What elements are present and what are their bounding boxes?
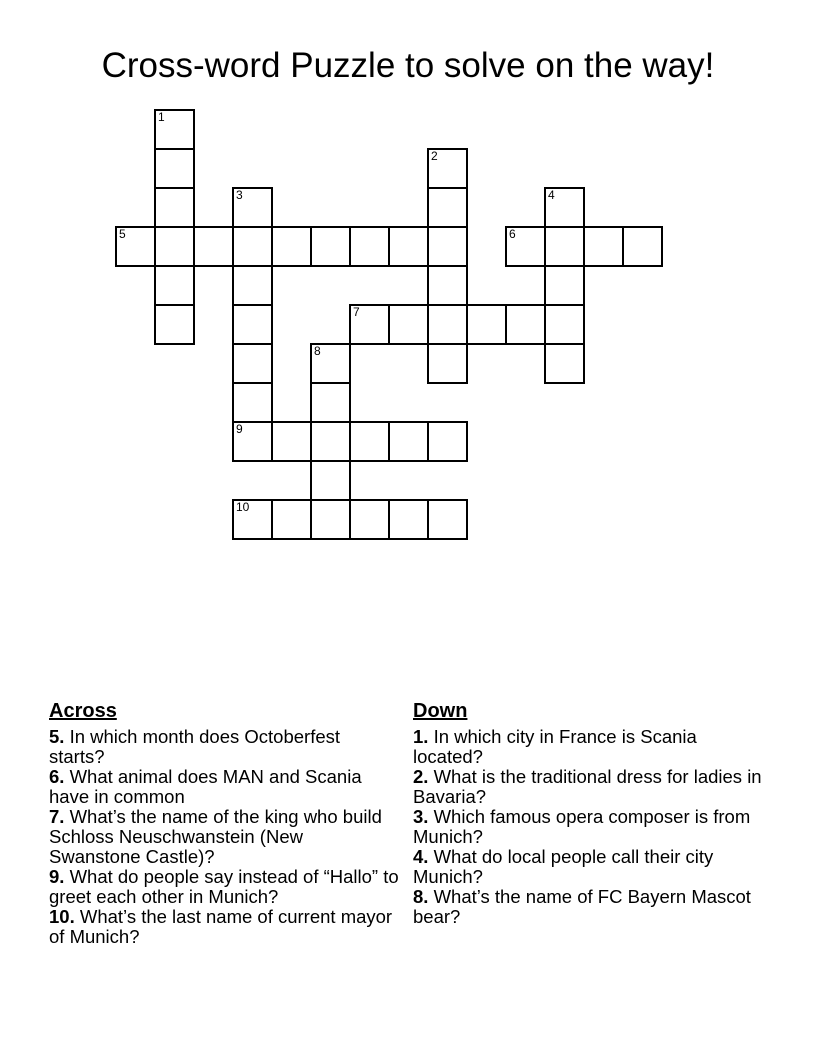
cell-number: 7 <box>353 305 360 319</box>
cell-number: 4 <box>548 188 555 202</box>
across-clues-section <box>49 700 399 947</box>
grid-cell[interactable] <box>622 226 663 267</box>
across-clue-list <box>49 727 399 947</box>
grid-cell[interactable] <box>544 304 585 345</box>
clue-number: 10. <box>49 906 75 927</box>
grid-cell[interactable] <box>388 304 429 345</box>
clue-number: 9. <box>49 866 65 887</box>
grid-cell[interactable] <box>310 499 351 540</box>
clue-item: 1. In which city in France is Scania located? <box>413 726 697 767</box>
grid-cell[interactable] <box>193 226 234 267</box>
grid-cell-2[interactable] <box>427 148 468 189</box>
clue-item: 7. What’s the name of the king who build Schloss Neuschwanstein (New Swanstone Castle)? <box>49 806 382 867</box>
grid-cell[interactable] <box>544 343 585 384</box>
clue-item: 10. What’s the last name of current mayor of Munich? <box>49 906 393 947</box>
across-heading: Across <box>49 700 117 722</box>
grid-cell-1[interactable] <box>154 109 195 150</box>
grid-cell-8[interactable] <box>310 343 351 384</box>
clue-number: 2. <box>413 766 429 787</box>
clue-item: 2. What is the traditional dress for ladies in Bavaria? <box>413 766 762 807</box>
clue-item: 6. What animal does MAN and Scania have in common <box>49 766 362 807</box>
grid-cell[interactable] <box>427 226 468 267</box>
grid-cell-6[interactable] <box>505 226 546 267</box>
grid-cell[interactable] <box>427 343 468 384</box>
clue-item: 5. In which month does Octoberfest starts? <box>49 726 341 767</box>
grid-cell[interactable] <box>232 304 273 345</box>
clue-item: 3. Which famous opera composer is from Munich? <box>413 806 751 847</box>
grid-cell[interactable] <box>154 304 195 345</box>
grid-cell[interactable] <box>349 421 390 462</box>
grid-cell-4[interactable] <box>544 187 585 228</box>
down-clues-section <box>413 700 765 927</box>
clue-number: 6. <box>49 766 65 787</box>
cell-number: 8 <box>314 344 321 358</box>
grid-cell[interactable] <box>154 187 195 228</box>
grid-cell[interactable] <box>232 382 273 423</box>
grid-cell[interactable] <box>505 304 546 345</box>
grid-cell-3[interactable] <box>232 187 273 228</box>
cell-number: 5 <box>119 227 126 241</box>
grid-cell[interactable] <box>427 304 468 345</box>
clue-item: 9. What do people say instead of “Hallo” to greet each other in Munich? <box>49 866 399 907</box>
grid-cell[interactable] <box>427 499 468 540</box>
grid-cell[interactable] <box>310 226 351 267</box>
grid-cell[interactable] <box>154 148 195 189</box>
grid-cell[interactable] <box>310 460 351 501</box>
grid-cell[interactable] <box>232 343 273 384</box>
cell-number: 2 <box>431 149 438 163</box>
page-title: Cross-word Puzzle to solve on the way! <box>101 46 715 85</box>
cell-number: 9 <box>236 422 243 436</box>
grid-cell[interactable] <box>427 187 468 228</box>
grid-cell[interactable] <box>388 499 429 540</box>
down-heading: Down <box>413 700 468 722</box>
grid-cell[interactable] <box>427 421 468 462</box>
down-clue-list <box>413 727 765 927</box>
grid-cell[interactable] <box>271 421 312 462</box>
grid-cell[interactable] <box>583 226 624 267</box>
grid-cell[interactable] <box>271 499 312 540</box>
grid-cell[interactable] <box>466 304 507 345</box>
grid-cell-7[interactable] <box>349 304 390 345</box>
grid-cell[interactable] <box>154 226 195 267</box>
grid-cell[interactable] <box>154 265 195 306</box>
grid-cell[interactable] <box>388 421 429 462</box>
grid-cell-5[interactable] <box>115 226 156 267</box>
clue-number: 3. <box>413 806 429 827</box>
clue-number: 1. <box>413 726 429 747</box>
grid-cell[interactable] <box>349 499 390 540</box>
grid-cell[interactable] <box>349 226 390 267</box>
cell-number: 1 <box>158 110 165 124</box>
cell-number: 10 <box>236 500 250 514</box>
clue-number: 7. <box>49 806 65 827</box>
grid-cell[interactable] <box>271 226 312 267</box>
cell-number: 6 <box>509 227 516 241</box>
grid-cell[interactable] <box>310 382 351 423</box>
grid-cell[interactable] <box>544 226 585 267</box>
grid-cell-10[interactable] <box>232 499 273 540</box>
grid-cell[interactable] <box>544 265 585 306</box>
grid-cell[interactable] <box>427 265 468 306</box>
grid-cell[interactable] <box>388 226 429 267</box>
grid-cell[interactable] <box>232 265 273 306</box>
grid-cell[interactable] <box>310 421 351 462</box>
clue-number: 4. <box>413 846 429 867</box>
clue-number: 8. <box>413 886 429 907</box>
clue-number: 5. <box>49 726 65 747</box>
grid-cell[interactable] <box>232 226 273 267</box>
clue-item: 8. What’s the name of FC Bayern Mascot bear? <box>413 886 751 927</box>
clue-item: 4. What do local people call their city Munich? <box>413 846 714 887</box>
grid-cell-9[interactable] <box>232 421 273 462</box>
cell-number: 3 <box>236 188 243 202</box>
